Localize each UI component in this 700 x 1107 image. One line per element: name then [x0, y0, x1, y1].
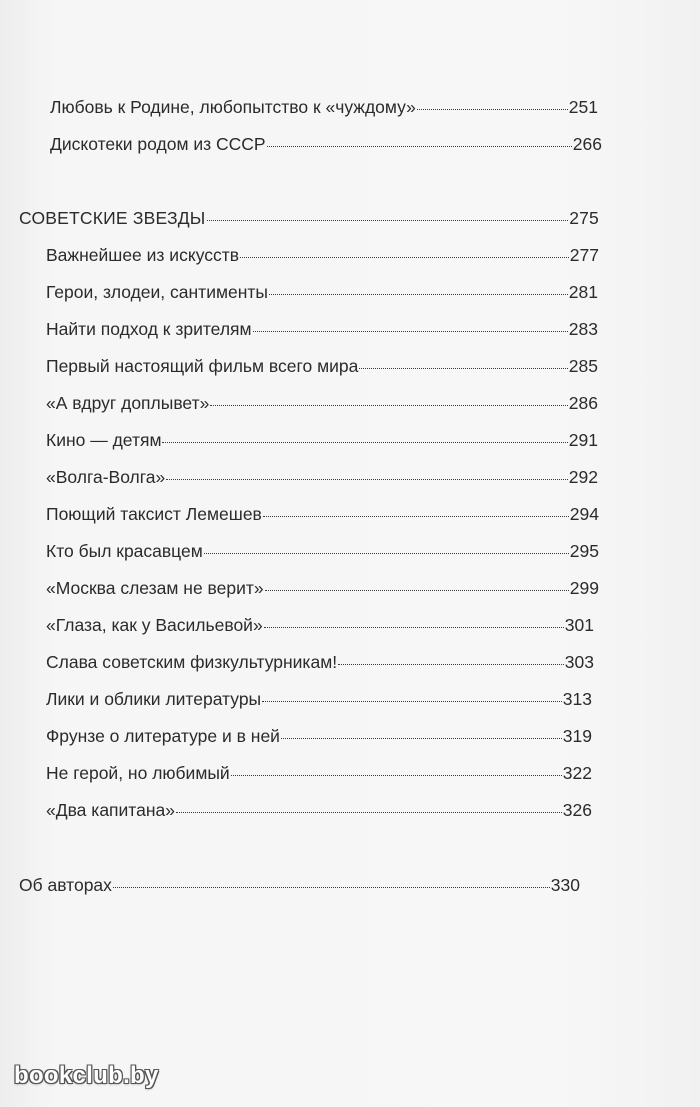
toc-entry-page: 322	[562, 763, 592, 783]
dot-leader	[162, 442, 567, 443]
toc-entry-title: «А вдруг доплывет»	[46, 393, 210, 413]
dot-leader	[207, 220, 569, 221]
toc-entry	[46, 281, 598, 303]
toc-entry-page: 275	[569, 208, 599, 228]
toc-entry-page: 266	[572, 134, 602, 154]
toc-entry-title: «Два капитана»	[46, 800, 175, 820]
dot-leader	[166, 479, 568, 480]
dot-leader	[265, 590, 569, 591]
toc-entry-title: Важнейшее из искусств	[46, 245, 240, 265]
site-watermark: bookclub.by	[14, 1062, 159, 1089]
dot-leader	[359, 368, 567, 369]
dot-leader	[204, 553, 569, 554]
toc-entry-page: 319	[562, 726, 592, 746]
toc-entry-page: 294	[569, 504, 599, 524]
toc-entry-title: Герои, злодеи, сантименты	[46, 282, 268, 302]
toc-entry	[46, 318, 598, 340]
toc-entry	[50, 133, 602, 155]
toc-entry-title: Поющий таксист Лемешев	[46, 504, 262, 524]
toc-entry-title: «Москва слезам не верит»	[46, 578, 264, 598]
toc-entry-title: Не герой, но любимый	[46, 763, 230, 783]
toc-entry	[46, 466, 598, 488]
toc-entry-page: 303	[564, 652, 594, 672]
toc-entry	[46, 392, 598, 414]
toc-entry-page: 313	[562, 689, 592, 709]
toc-entry-title: Найти подход к зрителям	[46, 319, 252, 339]
toc-entry-title: «Волга-Волга»	[46, 467, 166, 487]
toc-entry	[46, 799, 592, 821]
dot-leader	[262, 701, 562, 702]
toc-entry-page: 286	[568, 393, 598, 413]
toc-entry-title: Фрунзе о литературе и в ней	[46, 726, 280, 746]
toc-entry	[46, 577, 599, 599]
toc-entry	[46, 355, 598, 377]
dot-leader	[417, 109, 568, 110]
toc-entry-title: Любовь к Родине, любопытство к «чуждому»	[50, 97, 416, 117]
toc-entry-page: 285	[568, 356, 598, 376]
toc-entry-page: 326	[562, 800, 592, 820]
toc-entry-title: Кино — детям	[46, 430, 162, 450]
toc-entry-page: 292	[568, 467, 598, 487]
dot-leader	[210, 405, 567, 406]
toc-entry-page: 301	[564, 615, 594, 635]
toc-entry	[46, 429, 598, 451]
dot-leader	[281, 738, 562, 739]
dot-leader	[267, 146, 572, 147]
toc-entry	[46, 688, 592, 710]
toc-entry-title: Дискотеки родом из СССР	[50, 134, 266, 154]
toc-entry	[46, 503, 599, 525]
toc-entry-title: Первый настоящий фильм всего мира	[46, 356, 359, 376]
toc-entry-page: 299	[569, 578, 599, 598]
toc-entry-page: 281	[568, 282, 598, 302]
toc-entry	[46, 540, 599, 562]
toc-section-title: СОВЕТСКИЕ ЗВЕЗДЫ	[19, 208, 206, 228]
toc-section-entry	[19, 874, 580, 896]
toc-entry	[50, 96, 598, 118]
toc-entry	[46, 614, 594, 636]
dot-leader	[269, 294, 568, 295]
toc-section-entry	[19, 207, 599, 229]
dot-leader	[338, 664, 564, 665]
toc-entry-title: Слава советским физкультурникам!	[46, 652, 338, 672]
dot-leader	[176, 812, 562, 813]
toc-entry	[46, 651, 594, 673]
toc-entry	[46, 244, 599, 266]
toc-entry-page: 291	[568, 430, 598, 450]
dot-leader	[264, 627, 564, 628]
dot-leader	[240, 257, 569, 258]
toc-entry	[46, 762, 592, 784]
dot-leader	[113, 887, 550, 888]
toc-entry-page: 251	[568, 97, 598, 117]
toc-section-title: Об авторах	[19, 875, 112, 895]
dot-leader	[231, 775, 562, 776]
dot-leader	[263, 516, 569, 517]
toc-entry-page: 277	[569, 245, 599, 265]
toc-entry-page: 283	[568, 319, 598, 339]
toc-entry-title: Кто был красавцем	[46, 541, 203, 561]
dot-leader	[253, 331, 568, 332]
toc-entry-title: «Глаза, как у Васильевой»	[46, 615, 263, 635]
toc-entry-page: 330	[550, 875, 580, 895]
toc-entry-page: 295	[569, 541, 599, 561]
toc-entry	[46, 725, 592, 747]
toc-entry-title: Лики и облики литературы	[46, 689, 262, 709]
